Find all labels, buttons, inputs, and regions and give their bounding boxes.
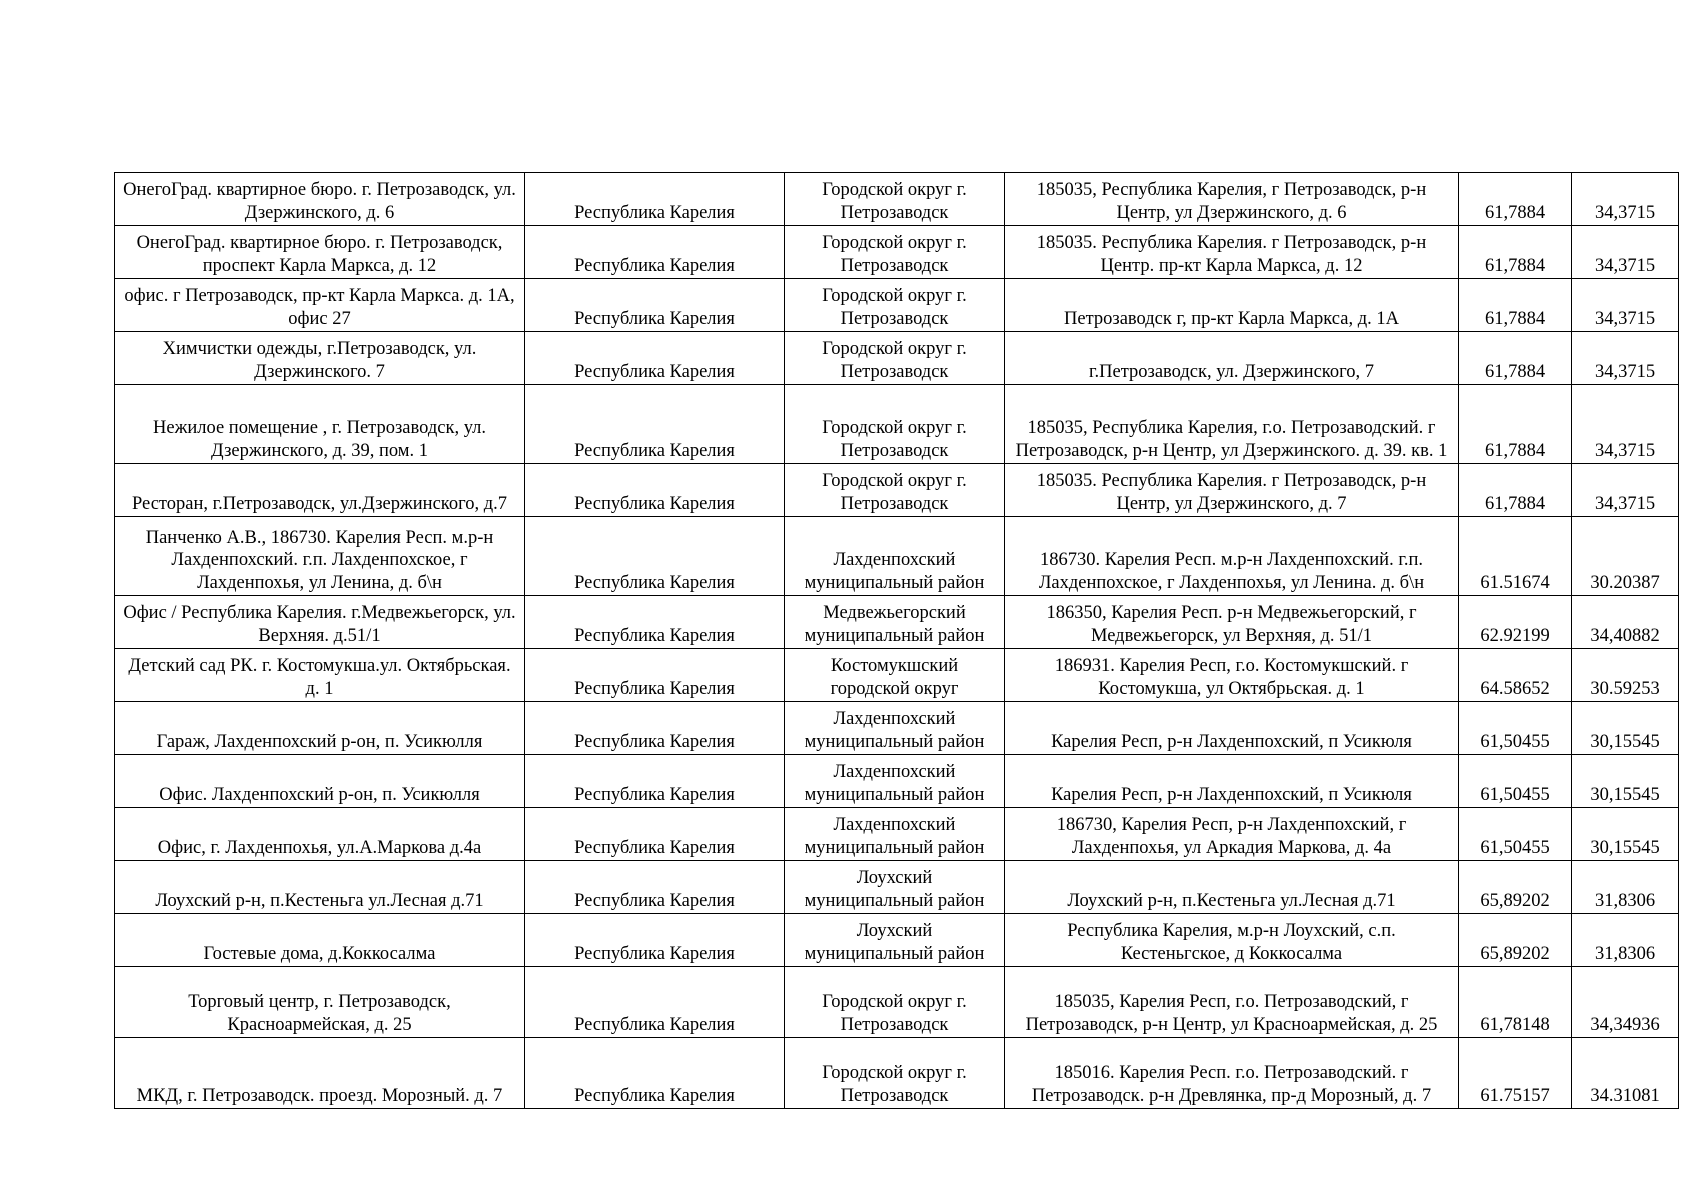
object-name-cell: ОнегоГрад. квартирное бюро. г. Петрозаводск, проспект Карла Маркса, д. 12 [115,226,525,279]
municipality-cell: Городской округ г. Петрозаводск [785,385,1005,464]
address-cell: 185035, Карелия Респ, г.о. Петрозаводский, г Петрозаводск, р-н Центр, ул Красноармейская, д. 25 [1005,967,1459,1038]
table-row [115,332,1679,385]
table-body [115,173,1679,1109]
longitude-cell: 31,8306 [1572,914,1679,967]
table-row [115,967,1679,1038]
latitude-cell: 61,50455 [1459,755,1572,808]
address-cell: Лоухский р-н, п.Кестеньга ул.Лесная д.71 [1005,861,1459,914]
address-cell: Республика Карелия, м.р-н Лоухский, с.п. Кестеньгское, д Коккосалма [1005,914,1459,967]
municipality-cell: Городской округ г. Петрозаводск [785,226,1005,279]
table-row [115,279,1679,332]
region-cell: Республика Карелия [525,649,785,702]
table-row [115,914,1679,967]
object-name-cell: Торговый центр, г. Петрозаводск, Красноармейская, д. 25 [115,967,525,1038]
region-cell: Республика Карелия [525,755,785,808]
table-row [115,226,1679,279]
municipality-cell: Лахденпохский муниципальный район [785,702,1005,755]
region-cell: Республика Карелия [525,173,785,226]
object-name-cell: Офис, г. Лахденпохья, ул.А.Маркова д.4а [115,808,525,861]
object-name-cell: Панченко А.В., 186730. Карелия Респ. м.р-н Лахденпохский. г.п. Лахденпохское, г Лахденпохья, ул Ленина, д. б\н [115,517,525,596]
longitude-cell: 34.31081 [1572,1038,1679,1109]
latitude-cell: 62.92199 [1459,596,1572,649]
region-cell: Республика Карелия [525,517,785,596]
address-cell: 185035. Республика Карелия. г Петрозаводск, р-н Центр, ул Дзержинского, д. 7 [1005,464,1459,517]
municipality-cell: Медвежьегорский муниципальный район [785,596,1005,649]
region-cell: Республика Карелия [525,464,785,517]
longitude-cell: 34,3715 [1572,464,1679,517]
object-name-cell: Лоухский р-н, п.Кестеньга ул.Лесная д.71 [115,861,525,914]
object-name-cell: Нежилое помещение , г. Петрозаводск, ул. Дзержинского, д. 39, пом. 1 [115,385,525,464]
region-cell: Республика Карелия [525,808,785,861]
region-cell: Республика Карелия [525,226,785,279]
address-cell: 185016. Карелия Респ. г.о. Петрозаводский. г Петрозаводск. р-н Древлянка, пр-д Морозный, д. 7 [1005,1038,1459,1109]
address-cell: 186730. Карелия Респ. м.р-н Лахденпохский. г.п. Лахденпохское, г Лахденпохья, ул Ленина. д. б\н [1005,517,1459,596]
longitude-cell: 30.59253 [1572,649,1679,702]
address-cell: 185035, Республика Карелия, г Петрозаводск, р-н Центр, ул Дзержинского, д. 6 [1005,173,1459,226]
longitude-cell: 30,15545 [1572,702,1679,755]
longitude-cell: 30.20387 [1572,517,1679,596]
longitude-cell: 30,15545 [1572,755,1679,808]
object-name-cell: Гостевые дома, д.Коккосалма [115,914,525,967]
table-row [115,596,1679,649]
address-cell: Карелия Респ, р-н Лахденпохский, п Усикюля [1005,702,1459,755]
region-cell: Республика Карелия [525,702,785,755]
longitude-cell: 31,8306 [1572,861,1679,914]
table-row [115,385,1679,464]
address-cell: 186730, Карелия Респ, р-н Лахденпохский, г Лахденпохья, ул Аркадия Маркова, д. 4а [1005,808,1459,861]
region-cell: Республика Карелия [525,861,785,914]
table-row [115,649,1679,702]
address-cell: 186931. Карелия Респ, г.о. Костомукшский. г Костомукша, ул Октябрьская. д. 1 [1005,649,1459,702]
latitude-cell: 61,50455 [1459,702,1572,755]
address-cell: г.Петрозаводск, ул. Дзержинского, 7 [1005,332,1459,385]
longitude-cell: 34,3715 [1572,279,1679,332]
latitude-cell: 61,7884 [1459,332,1572,385]
latitude-cell: 61,7884 [1459,226,1572,279]
address-cell: 185035. Республика Карелия. г Петрозаводск, р-н Центр. пр-кт Карла Маркса, д. 12 [1005,226,1459,279]
object-name-cell: ОнегоГрад. квартирное бюро. г. Петрозаводск, ул. Дзержинского, д. 6 [115,173,525,226]
municipality-cell: Городской округ г. Петрозаводск [785,332,1005,385]
address-cell: Петрозаводск г, пр-кт Карла Маркса, д. 1А [1005,279,1459,332]
municipality-cell: Лоухский муниципальный район [785,861,1005,914]
address-cell: 186350, Карелия Респ. р-н Медвежьегорский, г Медвежьегорск, ул Верхняя, д. 51/1 [1005,596,1459,649]
region-cell: Республика Карелия [525,1038,785,1109]
municipality-cell: Городской округ г. Петрозаводск [785,967,1005,1038]
longitude-cell: 34,3715 [1572,173,1679,226]
region-cell: Республика Карелия [525,279,785,332]
longitude-cell: 34,3715 [1572,226,1679,279]
table-row [115,702,1679,755]
region-cell: Республика Карелия [525,967,785,1038]
object-name-cell: МКД, г. Петрозаводск. проезд. Морозный. д. 7 [115,1038,525,1109]
municipality-cell: Городской округ г. Петрозаводск [785,1038,1005,1109]
address-table [114,172,1679,1109]
region-cell: Республика Карелия [525,914,785,967]
latitude-cell: 61,7884 [1459,385,1572,464]
object-name-cell: Детский сад РК. г. Костомукша.ул. Октябрьская. д. 1 [115,649,525,702]
latitude-cell: 61,7884 [1459,279,1572,332]
table-row [115,517,1679,596]
municipality-cell: Лахденпохский муниципальный район [785,517,1005,596]
object-name-cell: Химчистки одежды, г.Петрозаводск, ул. Дзержинского. 7 [115,332,525,385]
latitude-cell: 65,89202 [1459,861,1572,914]
longitude-cell: 34,3715 [1572,332,1679,385]
latitude-cell: 61.51674 [1459,517,1572,596]
longitude-cell: 34,3715 [1572,385,1679,464]
latitude-cell: 61,50455 [1459,808,1572,861]
address-cell: Карелия Респ, р-н Лахденпохский, п Усикюля [1005,755,1459,808]
latitude-cell: 61.75157 [1459,1038,1572,1109]
municipality-cell: Костомукшский городской округ [785,649,1005,702]
municipality-cell: Городской округ г. Петрозаводск [785,464,1005,517]
municipality-cell: Лоухский муниципальный район [785,914,1005,967]
longitude-cell: 30,15545 [1572,808,1679,861]
longitude-cell: 34,40882 [1572,596,1679,649]
latitude-cell: 65,89202 [1459,914,1572,967]
object-name-cell: офис. г Петрозаводск, пр-кт Карла Маркса. д. 1А, офис 27 [115,279,525,332]
table-row [115,464,1679,517]
municipality-cell: Лахденпохский муниципальный район [785,808,1005,861]
latitude-cell: 61,7884 [1459,464,1572,517]
table-row [115,808,1679,861]
object-name-cell: Гараж, Лахденпохский р-он, п. Усикюлля [115,702,525,755]
object-name-cell: Офис. Лахденпохский р-он, п. Усикюлля [115,755,525,808]
municipality-cell: Городской округ г. Петрозаводск [785,279,1005,332]
municipality-cell: Городской округ г. Петрозаводск [785,173,1005,226]
address-cell: 185035, Республика Карелия, г.о. Петрозаводский. г Петрозаводск, р-н Центр, ул Дзержинского. д. 39. кв. 1 [1005,385,1459,464]
region-cell: Республика Карелия [525,385,785,464]
table-row [115,755,1679,808]
table-row [115,861,1679,914]
latitude-cell: 61,78148 [1459,967,1572,1038]
region-cell: Республика Карелия [525,332,785,385]
region-cell: Республика Карелия [525,596,785,649]
latitude-cell: 61,7884 [1459,173,1572,226]
table-row [115,173,1679,226]
object-name-cell: Офис / Республика Карелия. г.Медвежьегорск, ул. Верхняя. д.51/1 [115,596,525,649]
latitude-cell: 64.58652 [1459,649,1572,702]
longitude-cell: 34,34936 [1572,967,1679,1038]
municipality-cell: Лахденпохский муниципальный район [785,755,1005,808]
object-name-cell: Ресторан, г.Петрозаводск, ул.Дзержинского, д.7 [115,464,525,517]
table-row [115,1038,1679,1109]
